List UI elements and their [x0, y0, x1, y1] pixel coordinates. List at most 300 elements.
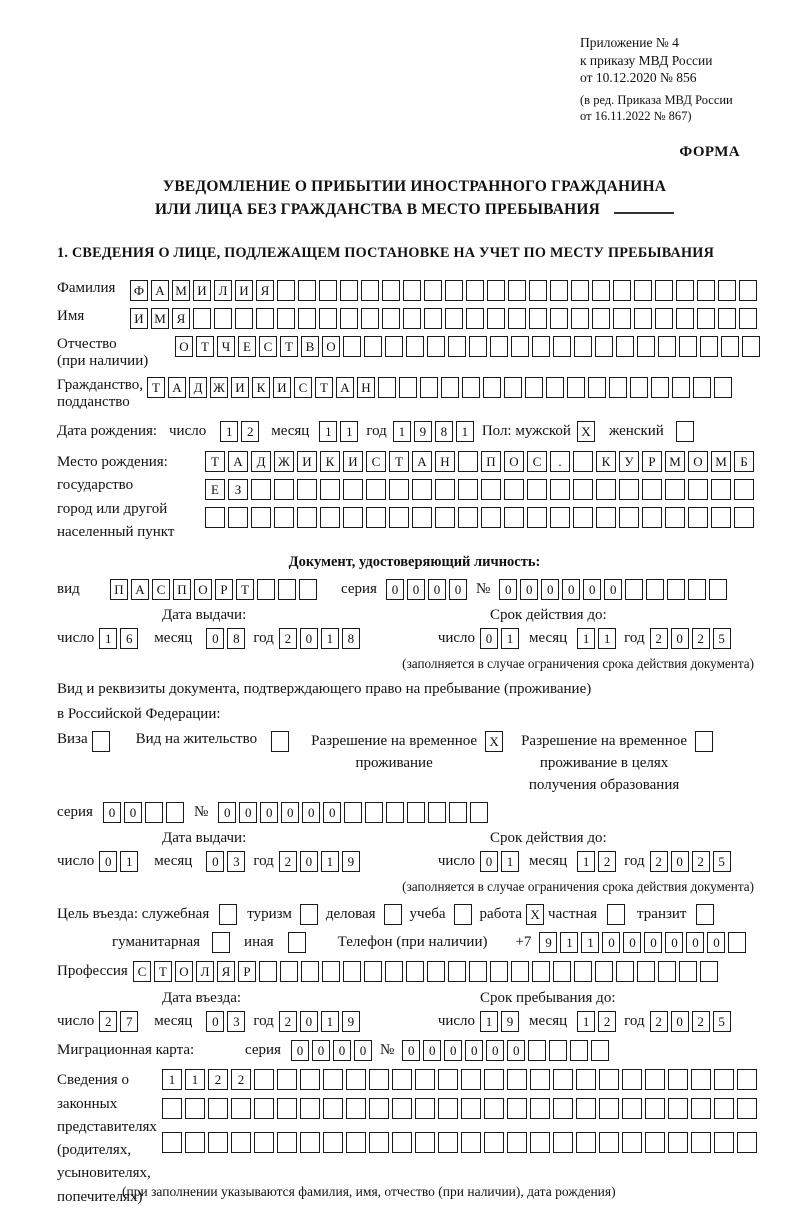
form-cell[interactable]: 9 [342, 1011, 360, 1032]
form-cell[interactable] [364, 961, 382, 982]
form-cell[interactable] [415, 1069, 435, 1090]
form-cell[interactable] [737, 1069, 757, 1090]
form-cell[interactable] [642, 507, 662, 528]
form-cell[interactable] [484, 1132, 504, 1153]
form-cell[interactable]: 0 [444, 1040, 462, 1061]
form-cell[interactable] [487, 280, 505, 301]
form-cell[interactable]: Ж [274, 451, 294, 472]
form-cell[interactable]: 0 [604, 579, 622, 600]
form-cell[interactable] [424, 280, 442, 301]
birth-month-cells[interactable] [319, 421, 358, 442]
form-cell[interactable] [613, 280, 631, 301]
form-cell[interactable]: 1 [319, 421, 337, 442]
birthplace-cells-1[interactable] [205, 451, 754, 472]
form-cell[interactable]: 0 [465, 1040, 483, 1061]
form-cell[interactable] [530, 1069, 550, 1090]
form-cell[interactable] [530, 1098, 550, 1119]
form-cell[interactable]: Т [154, 961, 172, 982]
form-cell[interactable]: 1 [99, 628, 117, 649]
form-cell[interactable] [709, 579, 727, 600]
form-cell[interactable] [277, 1098, 297, 1119]
form-cell[interactable]: 5 [713, 628, 731, 649]
form-cell[interactable] [366, 507, 386, 528]
form-cell[interactable] [550, 308, 568, 329]
form-cell[interactable] [469, 961, 487, 982]
form-cell[interactable]: У [619, 451, 639, 472]
purpose-business-checkbox[interactable] [384, 904, 402, 925]
form-cell[interactable]: 2 [279, 628, 297, 649]
form-cell[interactable] [595, 336, 613, 357]
form-cell[interactable] [162, 1132, 182, 1153]
form-cell[interactable] [346, 1069, 366, 1090]
form-cell[interactable] [185, 1132, 205, 1153]
form-cell[interactable]: 0 [386, 579, 404, 600]
form-cell[interactable]: 0 [623, 932, 641, 953]
form-cell[interactable]: 3 [227, 851, 245, 872]
doc-valid-day-cells[interactable] [480, 628, 519, 649]
form-cell[interactable] [711, 507, 731, 528]
form-cell[interactable] [392, 1069, 412, 1090]
form-cell[interactable] [403, 280, 421, 301]
form-cell[interactable] [591, 1040, 609, 1061]
form-cell[interactable] [619, 479, 639, 500]
form-cell[interactable] [445, 308, 463, 329]
form-cell[interactable] [251, 507, 271, 528]
form-cell[interactable]: 0 [312, 1040, 330, 1061]
form-cell[interactable] [553, 961, 571, 982]
form-cell[interactable]: Н [435, 451, 455, 472]
form-cell[interactable] [592, 308, 610, 329]
form-cell[interactable]: 2 [208, 1069, 228, 1090]
form-cell[interactable]: К [252, 377, 270, 398]
form-cell[interactable] [691, 1069, 711, 1090]
form-cell[interactable] [212, 932, 230, 953]
form-cell[interactable]: 0 [644, 932, 662, 953]
form-cell[interactable] [691, 1098, 711, 1119]
form-cell[interactable] [166, 802, 184, 823]
birth-year-cells[interactable] [393, 421, 474, 442]
form-cell[interactable]: 0 [507, 1040, 525, 1061]
form-cell[interactable] [504, 507, 524, 528]
permit-valid-month-cells[interactable] [577, 851, 616, 872]
form-cell[interactable] [361, 280, 379, 301]
form-cell[interactable] [622, 1098, 642, 1119]
form-cell[interactable] [742, 336, 760, 357]
form-cell[interactable] [254, 1132, 274, 1153]
form-cell[interactable]: Т [315, 377, 333, 398]
form-cell[interactable] [576, 1098, 596, 1119]
form-cell[interactable] [205, 507, 225, 528]
form-cell[interactable]: 0 [480, 628, 498, 649]
form-cell[interactable] [343, 336, 361, 357]
form-cell[interactable]: 0 [291, 1040, 309, 1061]
form-cell[interactable] [92, 731, 110, 752]
form-cell[interactable] [257, 579, 275, 600]
form-cell[interactable]: П [110, 579, 128, 600]
form-cell[interactable] [676, 280, 694, 301]
form-cell[interactable] [616, 336, 634, 357]
form-cell[interactable] [343, 961, 361, 982]
form-cell[interactable] [655, 280, 673, 301]
form-cell[interactable] [382, 308, 400, 329]
form-cell[interactable] [228, 507, 248, 528]
form-cell[interactable]: Я [172, 308, 190, 329]
form-cell[interactable]: 9 [539, 932, 557, 953]
form-cell[interactable]: 0 [402, 1040, 420, 1061]
form-cell[interactable] [714, 1098, 734, 1119]
form-cell[interactable]: С [133, 961, 151, 982]
form-cell[interactable] [646, 579, 664, 600]
form-cell[interactable]: 0 [260, 802, 278, 823]
representatives-cells-3[interactable] [162, 1132, 757, 1153]
form-cell[interactable]: О [194, 579, 212, 600]
form-cell[interactable]: 1 [480, 1011, 498, 1032]
form-cell[interactable]: А [151, 280, 169, 301]
stay-day-cells[interactable] [480, 1011, 519, 1032]
form-cell[interactable] [592, 280, 610, 301]
form-cell[interactable] [254, 1069, 274, 1090]
form-cell[interactable]: Т [389, 451, 409, 472]
form-cell[interactable] [490, 961, 508, 982]
form-cell[interactable] [340, 280, 358, 301]
form-cell[interactable]: Д [251, 451, 271, 472]
form-cell[interactable] [651, 377, 669, 398]
form-cell[interactable]: З [228, 479, 248, 500]
form-cell[interactable]: 2 [650, 851, 668, 872]
entry-year-cells[interactable] [279, 1011, 360, 1032]
form-cell[interactable] [696, 904, 714, 925]
form-cell[interactable] [679, 961, 697, 982]
form-cell[interactable]: С [366, 451, 386, 472]
form-cell[interactable]: X [526, 904, 544, 925]
form-cell[interactable]: 2 [279, 851, 297, 872]
form-cell[interactable] [298, 280, 316, 301]
form-cell[interactable] [461, 1098, 481, 1119]
form-cell[interactable] [323, 1069, 343, 1090]
form-cell[interactable]: 2 [99, 1011, 117, 1032]
patronymic-cells[interactable] [175, 336, 760, 357]
form-cell[interactable]: 0 [302, 802, 320, 823]
form-cell[interactable] [695, 731, 713, 752]
citizenship-cells[interactable] [147, 377, 732, 398]
form-cell[interactable]: А [131, 579, 149, 600]
form-cell[interactable] [693, 377, 711, 398]
form-cell[interactable] [637, 336, 655, 357]
entry-day-cells[interactable] [99, 1011, 138, 1032]
form-cell[interactable] [532, 961, 550, 982]
form-cell[interactable] [550, 507, 570, 528]
form-cell[interactable] [407, 802, 425, 823]
form-cell[interactable]: 9 [342, 851, 360, 872]
form-cell[interactable] [613, 308, 631, 329]
form-cell[interactable] [435, 507, 455, 528]
form-cell[interactable] [399, 377, 417, 398]
form-cell[interactable]: 0 [407, 579, 425, 600]
form-cell[interactable] [553, 1069, 573, 1090]
form-cell[interactable] [319, 308, 337, 329]
form-cell[interactable]: Т [280, 336, 298, 357]
permit-issue-month-cells[interactable] [206, 851, 245, 872]
form-cell[interactable]: 0 [206, 628, 224, 649]
form-cell[interactable]: 2 [598, 1011, 616, 1032]
form-cell[interactable] [484, 1098, 504, 1119]
form-cell[interactable] [487, 308, 505, 329]
form-cell[interactable] [549, 1040, 567, 1061]
form-cell[interactable] [700, 961, 718, 982]
form-cell[interactable] [676, 421, 694, 442]
form-cell[interactable] [507, 1069, 527, 1090]
form-cell[interactable] [288, 932, 306, 953]
form-cell[interactable] [365, 802, 383, 823]
surname-cells[interactable] [130, 280, 757, 301]
form-cell[interactable]: О [504, 451, 524, 472]
form-cell[interactable] [573, 479, 593, 500]
form-cell[interactable] [256, 308, 274, 329]
form-cell[interactable] [277, 1132, 297, 1153]
form-cell[interactable] [428, 802, 446, 823]
form-cell[interactable] [277, 280, 295, 301]
form-cell[interactable] [389, 507, 409, 528]
form-cell[interactable] [300, 904, 318, 925]
form-cell[interactable] [278, 579, 296, 600]
form-cell[interactable] [532, 336, 550, 357]
form-cell[interactable] [458, 507, 478, 528]
form-cell[interactable]: . [550, 451, 570, 472]
form-cell[interactable]: 1 [581, 932, 599, 953]
form-cell[interactable] [550, 280, 568, 301]
form-cell[interactable] [231, 1132, 251, 1153]
form-cell[interactable]: О [322, 336, 340, 357]
female-checkbox[interactable] [676, 421, 694, 442]
form-cell[interactable] [343, 479, 363, 500]
form-cell[interactable] [567, 377, 585, 398]
form-cell[interactable]: Т [236, 579, 254, 600]
form-cell[interactable] [369, 1069, 389, 1090]
form-cell[interactable]: 0 [428, 579, 446, 600]
form-cell[interactable]: М [151, 308, 169, 329]
form-cell[interactable] [634, 308, 652, 329]
form-cell[interactable]: 0 [103, 802, 121, 823]
form-cell[interactable] [573, 507, 593, 528]
form-cell[interactable] [403, 308, 421, 329]
form-cell[interactable] [504, 479, 524, 500]
form-cell[interactable]: 0 [486, 1040, 504, 1061]
form-cell[interactable] [665, 507, 685, 528]
form-cell[interactable] [277, 308, 295, 329]
form-cell[interactable]: Б [734, 451, 754, 472]
form-cell[interactable] [361, 308, 379, 329]
form-cell[interactable] [688, 479, 708, 500]
form-cell[interactable] [511, 961, 529, 982]
purpose-transit-checkbox[interactable] [696, 904, 714, 925]
form-cell[interactable] [323, 1098, 343, 1119]
form-cell[interactable] [625, 579, 643, 600]
permit-valid-year-cells[interactable] [650, 851, 731, 872]
form-cell[interactable] [385, 961, 403, 982]
form-cell[interactable] [441, 377, 459, 398]
form-cell[interactable]: 0 [671, 1011, 689, 1032]
form-cell[interactable]: И [273, 377, 291, 398]
form-cell[interactable] [406, 336, 424, 357]
form-cell[interactable] [462, 377, 480, 398]
profession-cells[interactable] [133, 961, 718, 982]
form-cell[interactable] [714, 377, 732, 398]
purpose-other-checkbox[interactable] [288, 932, 306, 953]
form-cell[interactable]: 7 [120, 1011, 138, 1032]
form-cell[interactable] [319, 280, 337, 301]
form-cell[interactable] [469, 336, 487, 357]
form-cell[interactable]: Д [189, 377, 207, 398]
form-cell[interactable] [655, 308, 673, 329]
migr-seriya-cells[interactable] [291, 1040, 372, 1061]
form-cell[interactable] [527, 507, 547, 528]
form-cell[interactable] [714, 1132, 734, 1153]
form-cell[interactable]: А [412, 451, 432, 472]
form-cell[interactable] [637, 961, 655, 982]
form-cell[interactable]: А [336, 377, 354, 398]
representatives-cells-2[interactable] [162, 1098, 757, 1119]
form-cell[interactable] [645, 1132, 665, 1153]
form-cell[interactable] [320, 507, 340, 528]
form-cell[interactable] [254, 1098, 274, 1119]
form-cell[interactable] [412, 479, 432, 500]
form-cell[interactable]: Р [642, 451, 662, 472]
form-cell[interactable] [384, 904, 402, 925]
form-cell[interactable] [553, 1098, 573, 1119]
form-cell[interactable] [507, 1132, 527, 1153]
form-cell[interactable] [718, 308, 736, 329]
form-cell[interactable] [214, 308, 232, 329]
birthplace-cells-2[interactable] [205, 479, 754, 500]
form-cell[interactable]: 2 [650, 1011, 668, 1032]
form-cell[interactable] [435, 479, 455, 500]
form-cell[interactable]: 0 [583, 579, 601, 600]
form-cell[interactable]: М [711, 451, 731, 472]
form-cell[interactable]: 1 [185, 1069, 205, 1090]
form-cell[interactable]: 0 [281, 802, 299, 823]
form-cell[interactable]: 0 [665, 932, 683, 953]
form-cell[interactable] [484, 1069, 504, 1090]
form-cell[interactable] [607, 904, 625, 925]
form-cell[interactable]: 9 [501, 1011, 519, 1032]
form-cell[interactable] [481, 507, 501, 528]
form-cell[interactable] [251, 479, 271, 500]
residence-checkbox[interactable] [271, 731, 289, 752]
form-cell[interactable] [676, 308, 694, 329]
form-cell[interactable] [599, 1069, 619, 1090]
permit-number-cells[interactable] [218, 802, 488, 823]
form-cell[interactable] [525, 377, 543, 398]
permit-issue-day-cells[interactable] [99, 851, 138, 872]
form-cell[interactable] [728, 932, 746, 953]
form-cell[interactable] [574, 336, 592, 357]
form-cell[interactable]: С [294, 377, 312, 398]
form-cell[interactable] [642, 479, 662, 500]
form-cell[interactable] [672, 377, 690, 398]
form-cell[interactable]: 0 [686, 932, 704, 953]
form-cell[interactable]: 8 [227, 628, 245, 649]
form-cell[interactable]: 0 [333, 1040, 351, 1061]
form-cell[interactable] [427, 961, 445, 982]
form-cell[interactable] [412, 507, 432, 528]
form-cell[interactable] [369, 1132, 389, 1153]
form-cell[interactable]: А [228, 451, 248, 472]
form-cell[interactable] [208, 1098, 228, 1119]
form-cell[interactable] [634, 280, 652, 301]
form-cell[interactable]: 1 [162, 1069, 182, 1090]
form-cell[interactable] [508, 308, 526, 329]
form-cell[interactable] [668, 1132, 688, 1153]
migr-number-cells[interactable] [402, 1040, 609, 1061]
form-cell[interactable]: П [481, 451, 501, 472]
form-cell[interactable]: О [175, 336, 193, 357]
form-cell[interactable] [280, 961, 298, 982]
form-cell[interactable]: 0 [562, 579, 580, 600]
form-cell[interactable] [461, 1132, 481, 1153]
form-cell[interactable]: 2 [241, 421, 259, 442]
representatives-cells-1[interactable] [162, 1069, 757, 1090]
form-cell[interactable]: 0 [499, 579, 517, 600]
form-cell[interactable]: 1 [321, 1011, 339, 1032]
form-cell[interactable]: 0 [520, 579, 538, 600]
form-cell[interactable]: Т [205, 451, 225, 472]
form-cell[interactable] [438, 1132, 458, 1153]
form-cell[interactable] [320, 479, 340, 500]
form-cell[interactable] [481, 479, 501, 500]
form-cell[interactable]: 2 [598, 851, 616, 872]
form-cell[interactable]: П [173, 579, 191, 600]
form-cell[interactable] [420, 377, 438, 398]
form-cell[interactable] [300, 1132, 320, 1153]
form-cell[interactable] [389, 479, 409, 500]
form-cell[interactable]: А [168, 377, 186, 398]
form-cell[interactable] [599, 1098, 619, 1119]
form-cell[interactable] [511, 336, 529, 357]
form-cell[interactable] [697, 308, 715, 329]
form-cell[interactable] [392, 1132, 412, 1153]
form-cell[interactable] [599, 1132, 619, 1153]
purpose-private-checkbox[interactable] [607, 904, 625, 925]
form-cell[interactable]: О [688, 451, 708, 472]
title-blank-line[interactable] [614, 200, 674, 214]
form-cell[interactable] [679, 336, 697, 357]
form-cell[interactable] [508, 280, 526, 301]
form-cell[interactable]: 0 [449, 579, 467, 600]
form-cell[interactable] [665, 479, 685, 500]
form-cell[interactable]: 5 [713, 851, 731, 872]
form-cell[interactable]: Ж [210, 377, 228, 398]
form-cell[interactable] [718, 280, 736, 301]
form-cell[interactable] [297, 507, 317, 528]
form-cell[interactable]: Я [217, 961, 235, 982]
form-cell[interactable]: 1 [560, 932, 578, 953]
form-cell[interactable]: X [485, 731, 503, 752]
permit-valid-day-cells[interactable] [480, 851, 519, 872]
form-cell[interactable]: Т [147, 377, 165, 398]
form-cell[interactable]: 1 [577, 851, 595, 872]
form-cell[interactable] [461, 1069, 481, 1090]
form-cell[interactable] [385, 336, 403, 357]
form-cell[interactable] [530, 1132, 550, 1153]
form-cell[interactable] [343, 507, 363, 528]
form-cell[interactable] [571, 308, 589, 329]
form-cell[interactable] [162, 1098, 182, 1119]
form-cell[interactable]: 0 [323, 802, 341, 823]
form-cell[interactable]: 2 [692, 1011, 710, 1032]
form-cell[interactable] [145, 802, 163, 823]
form-cell[interactable] [415, 1098, 435, 1119]
form-cell[interactable]: 1 [456, 421, 474, 442]
